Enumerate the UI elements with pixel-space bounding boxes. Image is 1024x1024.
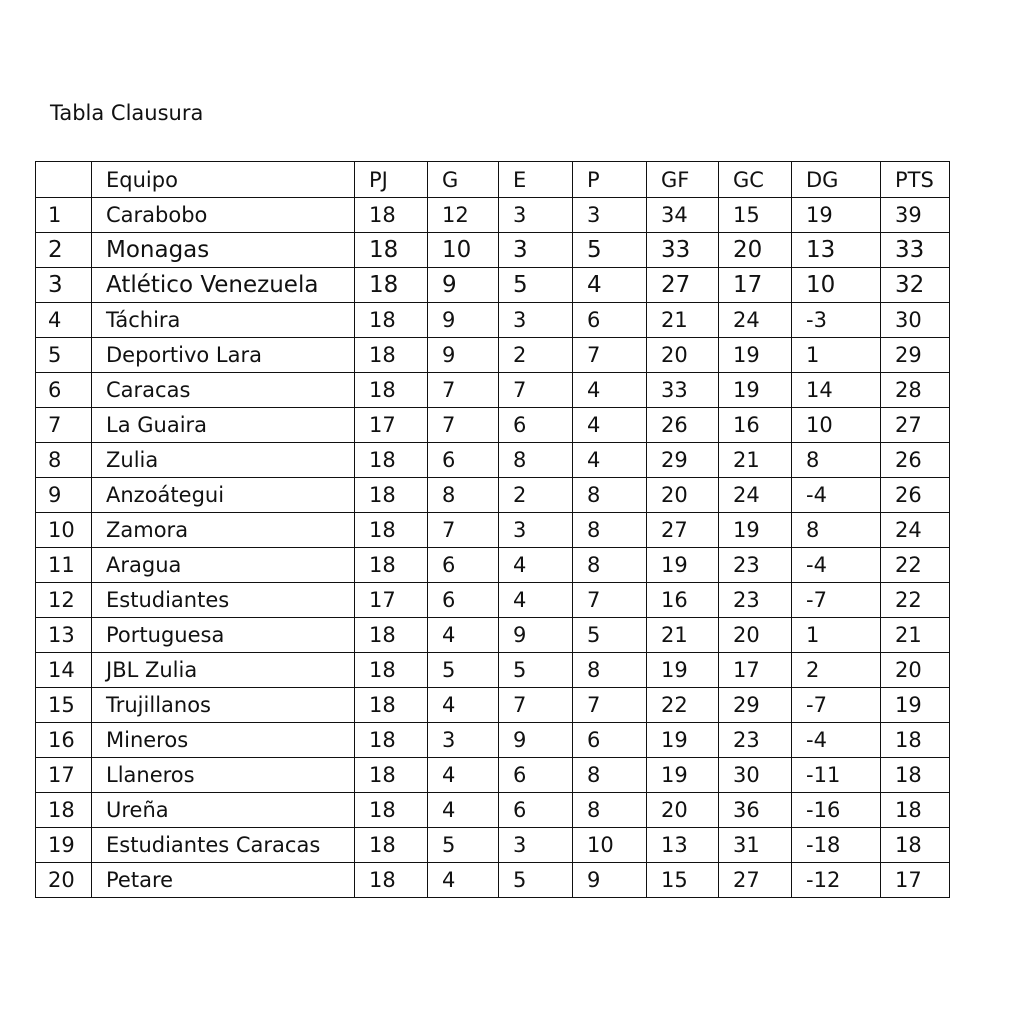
- cell-drawn: 7: [499, 373, 573, 408]
- cell-points: 18: [881, 793, 950, 828]
- cell-lost: 9: [573, 863, 647, 898]
- cell-position: 5: [36, 338, 92, 373]
- table-row: [36, 338, 950, 373]
- cell-won: 9: [428, 303, 499, 338]
- table-row: [36, 373, 950, 408]
- cell-played: 18: [355, 338, 428, 373]
- cell-played: 18: [355, 723, 428, 758]
- cell-lost: 8: [573, 478, 647, 513]
- cell-played: 18: [355, 443, 428, 478]
- cell-played: 18: [355, 233, 428, 268]
- cell-position: 3: [36, 268, 92, 303]
- cell-goal-difference: -3: [792, 303, 881, 338]
- cell-team: Ureña: [92, 793, 355, 828]
- cell-position: 11: [36, 548, 92, 583]
- cell-drawn: 3: [499, 233, 573, 268]
- cell-points: 20: [881, 653, 950, 688]
- cell-drawn: 3: [499, 198, 573, 233]
- cell-lost: 8: [573, 793, 647, 828]
- cell-goals-for: 34: [647, 198, 719, 233]
- cell-goal-difference: 10: [792, 408, 881, 443]
- cell-position: 2: [36, 233, 92, 268]
- table-row: [36, 548, 950, 583]
- standings-table: [35, 161, 950, 898]
- cell-drawn: 6: [499, 793, 573, 828]
- cell-goals-for: 27: [647, 268, 719, 303]
- header-drawn: E: [499, 162, 573, 198]
- cell-goal-difference: 1: [792, 338, 881, 373]
- cell-points: 17: [881, 863, 950, 898]
- standings-body: [36, 162, 950, 898]
- cell-position: 7: [36, 408, 92, 443]
- cell-drawn: 7: [499, 688, 573, 723]
- cell-points: 18: [881, 758, 950, 793]
- table-row: [36, 653, 950, 688]
- cell-points: 18: [881, 828, 950, 863]
- cell-goal-difference: 2: [792, 653, 881, 688]
- cell-position: 18: [36, 793, 92, 828]
- cell-drawn: 9: [499, 618, 573, 653]
- cell-lost: 5: [573, 618, 647, 653]
- header-points: PTS: [881, 162, 950, 198]
- cell-won: 6: [428, 443, 499, 478]
- table-row: [36, 618, 950, 653]
- cell-lost: 4: [573, 443, 647, 478]
- cell-goals-against: 17: [719, 653, 792, 688]
- cell-team: Deportivo Lara: [92, 338, 355, 373]
- cell-goal-difference: -4: [792, 548, 881, 583]
- cell-won: 10: [428, 233, 499, 268]
- cell-points: 30: [881, 303, 950, 338]
- cell-team: Trujillanos: [92, 688, 355, 723]
- cell-drawn: 3: [499, 513, 573, 548]
- cell-won: 12: [428, 198, 499, 233]
- cell-goals-for: 29: [647, 443, 719, 478]
- cell-lost: 4: [573, 373, 647, 408]
- cell-team: Portuguesa: [92, 618, 355, 653]
- cell-won: 7: [428, 513, 499, 548]
- cell-team: Carabobo: [92, 198, 355, 233]
- cell-points: 22: [881, 548, 950, 583]
- cell-goals-against: 21: [719, 443, 792, 478]
- cell-position: 20: [36, 863, 92, 898]
- cell-goals-against: 23: [719, 548, 792, 583]
- cell-played: 18: [355, 618, 428, 653]
- cell-won: 7: [428, 373, 499, 408]
- cell-goals-against: 30: [719, 758, 792, 793]
- cell-goal-difference: -7: [792, 688, 881, 723]
- cell-goals-against: 24: [719, 478, 792, 513]
- cell-goal-difference: -4: [792, 723, 881, 758]
- cell-lost: 8: [573, 513, 647, 548]
- cell-lost: 4: [573, 408, 647, 443]
- cell-won: 5: [428, 653, 499, 688]
- table-row: [36, 233, 950, 268]
- cell-drawn: 9: [499, 723, 573, 758]
- table-row: [36, 513, 950, 548]
- cell-played: 18: [355, 373, 428, 408]
- cell-points: 27: [881, 408, 950, 443]
- cell-won: 4: [428, 758, 499, 793]
- cell-points: 21: [881, 618, 950, 653]
- cell-won: 9: [428, 268, 499, 303]
- cell-won: 8: [428, 478, 499, 513]
- cell-won: 4: [428, 793, 499, 828]
- cell-lost: 4: [573, 268, 647, 303]
- cell-goals-against: 19: [719, 373, 792, 408]
- cell-goals-for: 33: [647, 233, 719, 268]
- table-row: [36, 198, 950, 233]
- cell-goals-against: 15: [719, 198, 792, 233]
- cell-points: 33: [881, 233, 950, 268]
- cell-position: 14: [36, 653, 92, 688]
- header-played: PJ: [355, 162, 428, 198]
- cell-position: 4: [36, 303, 92, 338]
- cell-position: 19: [36, 828, 92, 863]
- cell-goal-difference: -18: [792, 828, 881, 863]
- cell-goal-difference: -7: [792, 583, 881, 618]
- cell-goals-against: 23: [719, 723, 792, 758]
- table-row: [36, 723, 950, 758]
- cell-team: JBL Zulia: [92, 653, 355, 688]
- cell-won: 4: [428, 688, 499, 723]
- cell-played: 18: [355, 758, 428, 793]
- cell-played: 18: [355, 828, 428, 863]
- cell-lost: 8: [573, 758, 647, 793]
- cell-goals-against: 31: [719, 828, 792, 863]
- cell-lost: 10: [573, 828, 647, 863]
- cell-played: 18: [355, 513, 428, 548]
- cell-goals-against: 17: [719, 268, 792, 303]
- cell-played: 17: [355, 583, 428, 618]
- cell-position: 16: [36, 723, 92, 758]
- cell-goals-against: 29: [719, 688, 792, 723]
- cell-goal-difference: 10: [792, 268, 881, 303]
- cell-played: 17: [355, 408, 428, 443]
- cell-position: 13: [36, 618, 92, 653]
- cell-team: Llaneros: [92, 758, 355, 793]
- cell-won: 7: [428, 408, 499, 443]
- cell-points: 26: [881, 443, 950, 478]
- cell-points: 28: [881, 373, 950, 408]
- cell-goals-against: 19: [719, 338, 792, 373]
- cell-position: 9: [36, 478, 92, 513]
- cell-drawn: 5: [499, 268, 573, 303]
- cell-drawn: 5: [499, 653, 573, 688]
- cell-drawn: 6: [499, 758, 573, 793]
- cell-goals-for: 20: [647, 793, 719, 828]
- cell-goals-for: 21: [647, 618, 719, 653]
- table-row: [36, 583, 950, 618]
- page-title: Tabla Clausura: [50, 101, 204, 125]
- table-row: [36, 443, 950, 478]
- cell-goal-difference: 19: [792, 198, 881, 233]
- cell-played: 18: [355, 303, 428, 338]
- cell-team: Zamora: [92, 513, 355, 548]
- cell-points: 24: [881, 513, 950, 548]
- cell-team: Anzoátegui: [92, 478, 355, 513]
- cell-position: 1: [36, 198, 92, 233]
- cell-drawn: 3: [499, 828, 573, 863]
- cell-goals-for: 16: [647, 583, 719, 618]
- cell-goal-difference: -16: [792, 793, 881, 828]
- cell-goals-against: 23: [719, 583, 792, 618]
- cell-goal-difference: 8: [792, 443, 881, 478]
- cell-goals-for: 15: [647, 863, 719, 898]
- cell-lost: 7: [573, 688, 647, 723]
- cell-team: Aragua: [92, 548, 355, 583]
- cell-lost: 6: [573, 723, 647, 758]
- cell-team: Estudiantes: [92, 583, 355, 618]
- cell-position: 8: [36, 443, 92, 478]
- cell-played: 18: [355, 653, 428, 688]
- cell-team: Mineros: [92, 723, 355, 758]
- cell-won: 6: [428, 548, 499, 583]
- cell-team: Monagas: [92, 233, 355, 268]
- header-won: G: [428, 162, 499, 198]
- cell-team: Zulia: [92, 443, 355, 478]
- cell-goal-difference: 1: [792, 618, 881, 653]
- cell-goals-for: 20: [647, 478, 719, 513]
- cell-points: 19: [881, 688, 950, 723]
- cell-played: 18: [355, 268, 428, 303]
- cell-points: 26: [881, 478, 950, 513]
- cell-goal-difference: -4: [792, 478, 881, 513]
- cell-drawn: 8: [499, 443, 573, 478]
- cell-lost: 5: [573, 233, 647, 268]
- cell-played: 18: [355, 863, 428, 898]
- cell-won: 4: [428, 863, 499, 898]
- cell-won: 3: [428, 723, 499, 758]
- table-row: [36, 828, 950, 863]
- cell-won: 9: [428, 338, 499, 373]
- cell-played: 18: [355, 688, 428, 723]
- cell-goals-for: 33: [647, 373, 719, 408]
- cell-points: 18: [881, 723, 950, 758]
- cell-drawn: 3: [499, 303, 573, 338]
- cell-played: 18: [355, 198, 428, 233]
- cell-won: 4: [428, 618, 499, 653]
- cell-goals-for: 19: [647, 723, 719, 758]
- cell-team: Atlético Venezuela: [92, 268, 355, 303]
- table-row: [36, 268, 950, 303]
- cell-points: 39: [881, 198, 950, 233]
- table-row: [36, 758, 950, 793]
- header-goals-for: GF: [647, 162, 719, 198]
- cell-points: 32: [881, 268, 950, 303]
- cell-played: 18: [355, 548, 428, 583]
- cell-team: Petare: [92, 863, 355, 898]
- cell-drawn: 5: [499, 863, 573, 898]
- cell-drawn: 6: [499, 408, 573, 443]
- cell-goal-difference: 13: [792, 233, 881, 268]
- cell-team: Estudiantes Caracas: [92, 828, 355, 863]
- cell-position: 15: [36, 688, 92, 723]
- table-row: [36, 408, 950, 443]
- cell-goal-difference: 8: [792, 513, 881, 548]
- table-row: [36, 303, 950, 338]
- cell-goals-for: 19: [647, 548, 719, 583]
- cell-points: 29: [881, 338, 950, 373]
- cell-drawn: 2: [499, 478, 573, 513]
- header-row: [36, 162, 950, 198]
- cell-drawn: 4: [499, 548, 573, 583]
- cell-played: 18: [355, 478, 428, 513]
- cell-goals-for: 19: [647, 758, 719, 793]
- cell-goals-against: 36: [719, 793, 792, 828]
- header-lost: P: [573, 162, 647, 198]
- cell-lost: 7: [573, 338, 647, 373]
- cell-won: 5: [428, 828, 499, 863]
- cell-goal-difference: -12: [792, 863, 881, 898]
- cell-goals-against: 20: [719, 233, 792, 268]
- cell-goals-against: 19: [719, 513, 792, 548]
- cell-points: 22: [881, 583, 950, 618]
- cell-goals-against: 27: [719, 863, 792, 898]
- cell-position: 17: [36, 758, 92, 793]
- cell-team: Táchira: [92, 303, 355, 338]
- cell-position: 10: [36, 513, 92, 548]
- table-row: [36, 688, 950, 723]
- cell-goals-for: 22: [647, 688, 719, 723]
- header-position: [36, 162, 92, 198]
- cell-position: 6: [36, 373, 92, 408]
- cell-lost: 3: [573, 198, 647, 233]
- cell-goals-for: 13: [647, 828, 719, 863]
- cell-drawn: 2: [499, 338, 573, 373]
- cell-goals-for: 19: [647, 653, 719, 688]
- cell-played: 18: [355, 793, 428, 828]
- cell-goal-difference: -11: [792, 758, 881, 793]
- cell-goals-for: 26: [647, 408, 719, 443]
- cell-goals-against: 16: [719, 408, 792, 443]
- cell-position: 12: [36, 583, 92, 618]
- cell-goals-against: 20: [719, 618, 792, 653]
- cell-goals-for: 21: [647, 303, 719, 338]
- table-row: [36, 863, 950, 898]
- cell-lost: 6: [573, 303, 647, 338]
- cell-team: Caracas: [92, 373, 355, 408]
- header-goals-against: GC: [719, 162, 792, 198]
- cell-lost: 8: [573, 653, 647, 688]
- cell-goals-for: 27: [647, 513, 719, 548]
- cell-lost: 7: [573, 583, 647, 618]
- cell-goals-for: 20: [647, 338, 719, 373]
- cell-lost: 8: [573, 548, 647, 583]
- header-team: Equipo: [92, 162, 355, 198]
- cell-won: 6: [428, 583, 499, 618]
- cell-team: La Guaira: [92, 408, 355, 443]
- header-goal-difference: DG: [792, 162, 881, 198]
- cell-goal-difference: 14: [792, 373, 881, 408]
- table-row: [36, 478, 950, 513]
- cell-goals-against: 24: [719, 303, 792, 338]
- table-row: [36, 793, 950, 828]
- cell-drawn: 4: [499, 583, 573, 618]
